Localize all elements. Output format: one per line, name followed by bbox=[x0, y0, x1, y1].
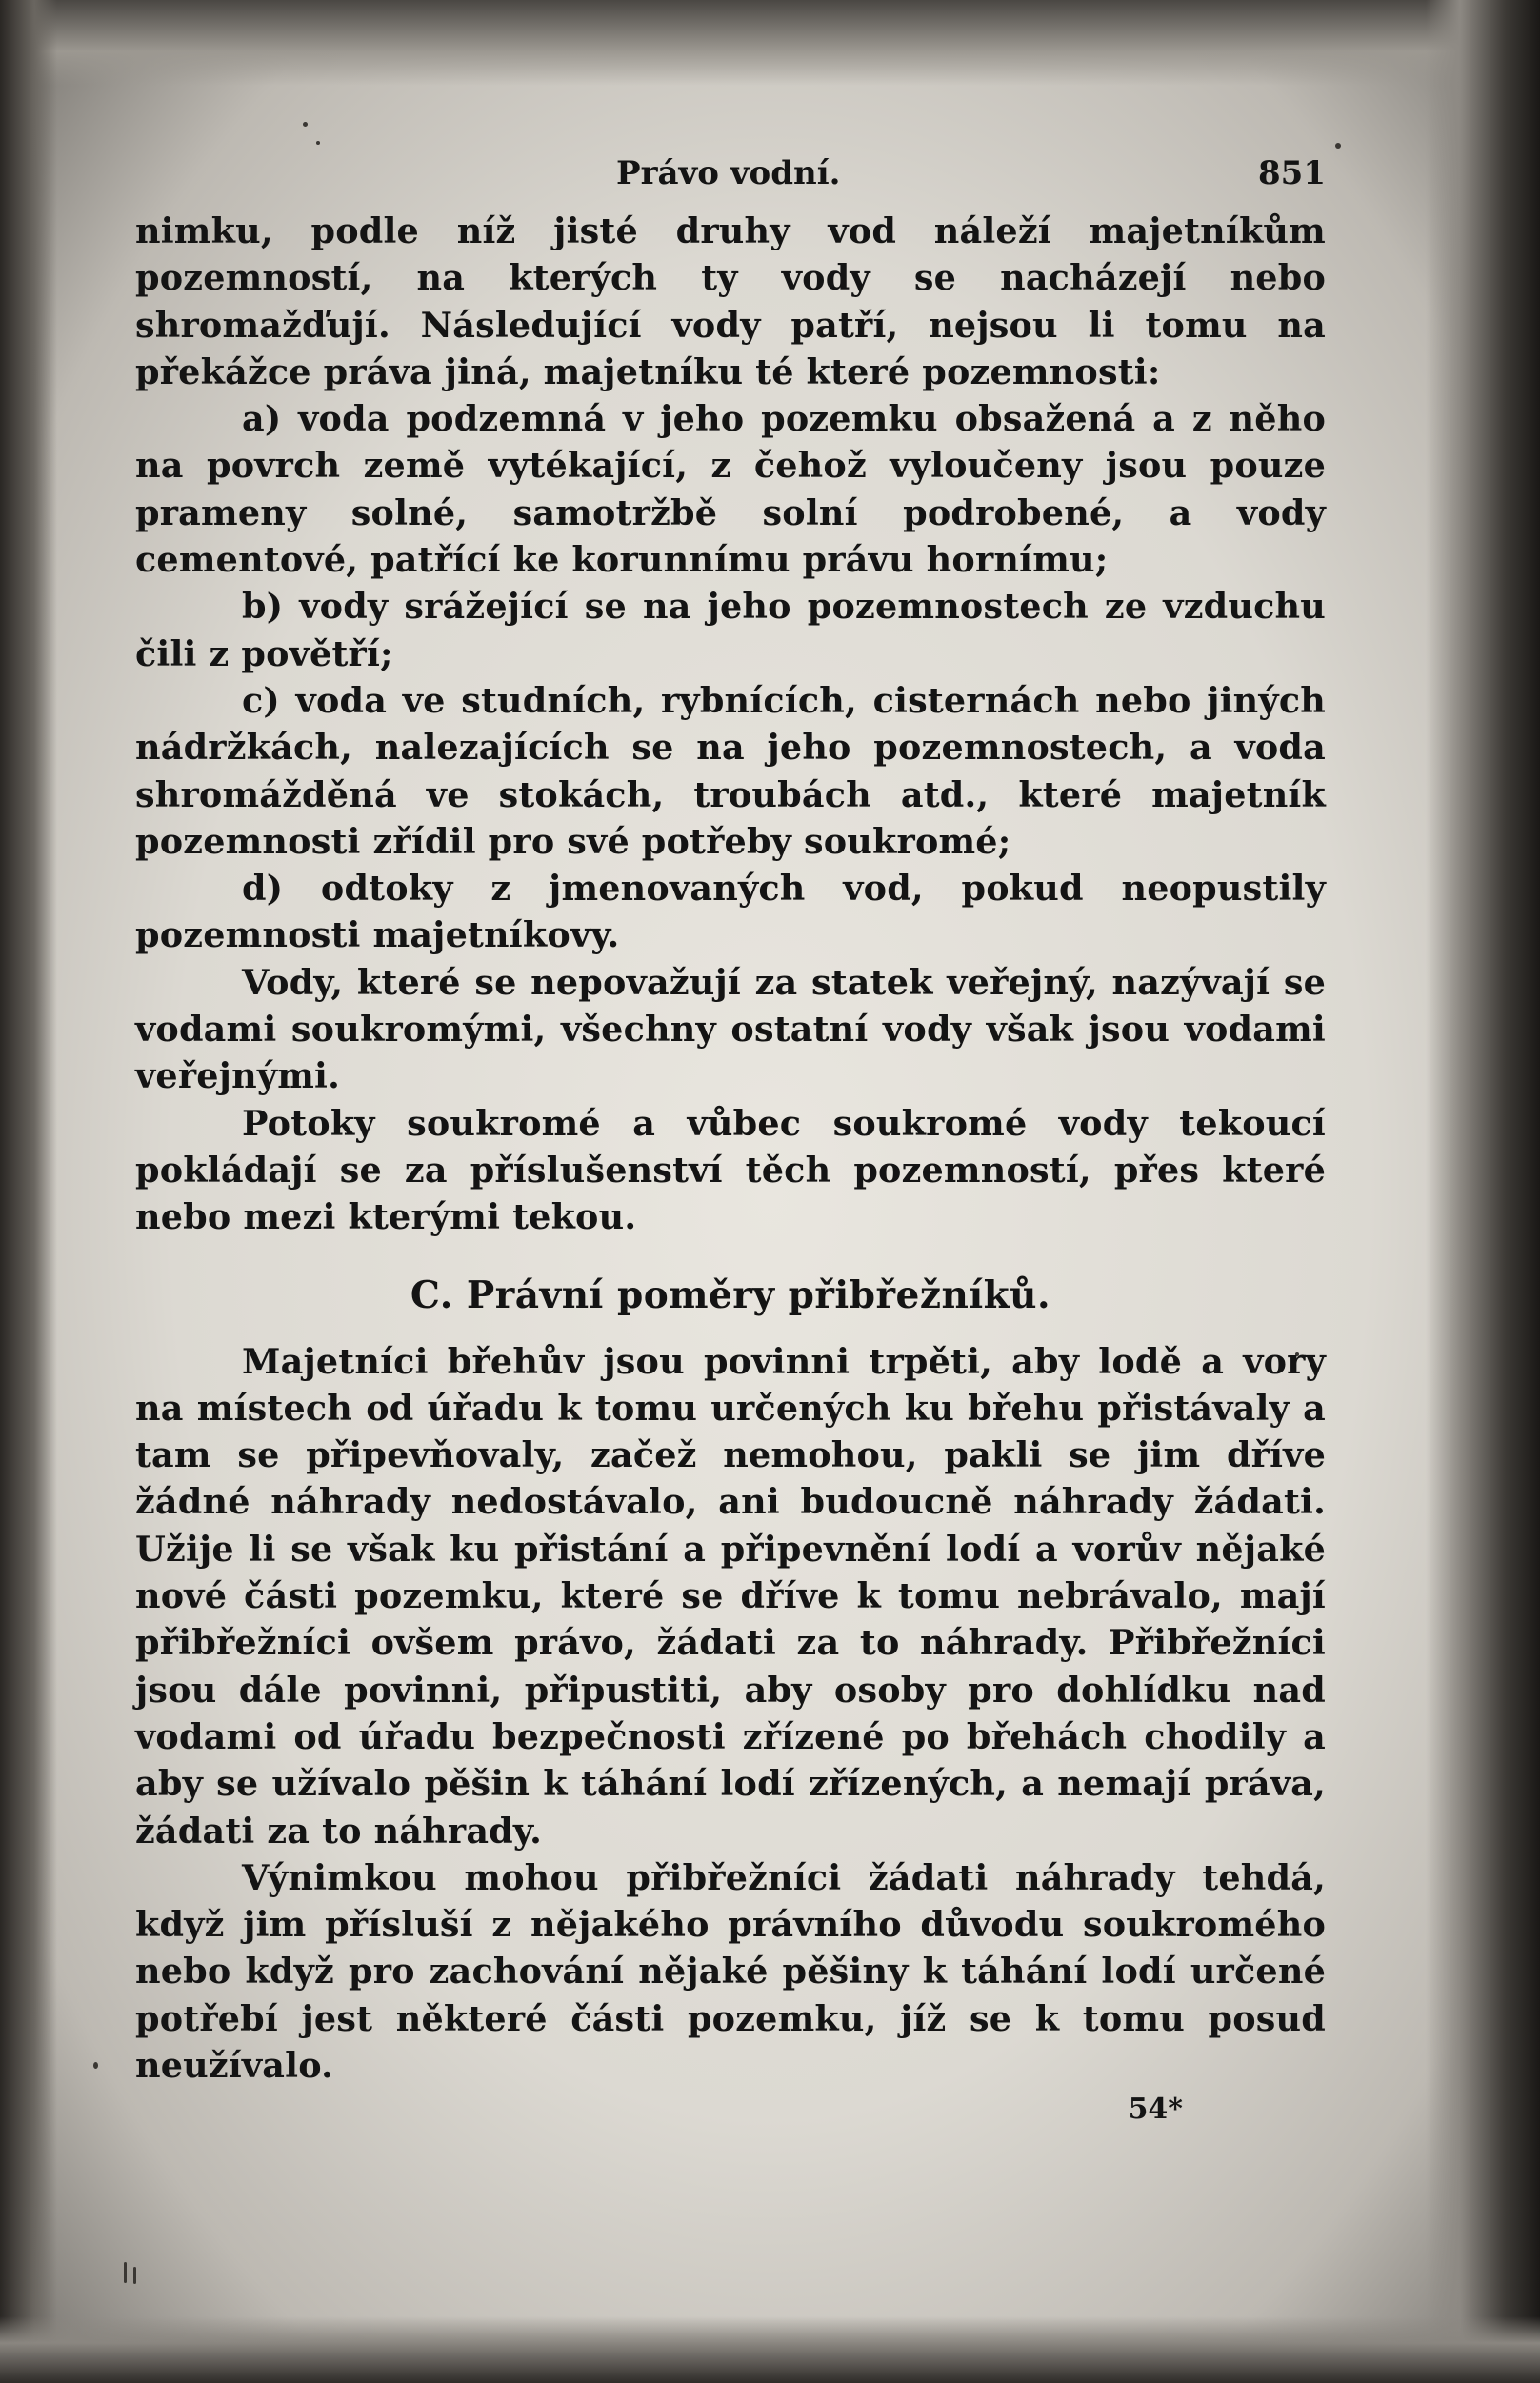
running-header bbox=[135, 154, 1326, 202]
list-item-b: b) vody srážející se na jeho pozemnostech ze vzduchu čili z povětří; bbox=[135, 586, 1326, 674]
paragraph-exception: Výnimkou mohou přibřežníci žádati náhrady tehdá, když jim přísluší z nějakého právního důvodu soukromého nebo když pro zachování nějaké pěšiny k táhání lodí určené potřebí jest některé části pozemku, jíž se k tomu posud neužívalo. bbox=[135, 1856, 1326, 2086]
signature-mark: 54* bbox=[1128, 2093, 1183, 2127]
list-item-a: a) voda podzemná v jeho pozemku obsažená a z něho na povrch země vytékající, z čehož vyloučeny jsou pouze prameny solné, samotržbě solní podrobené, a vody cementové, patřící ke korunnímu právu hornímu; bbox=[135, 398, 1326, 581]
scan-edge-left bbox=[0, 0, 57, 2383]
running-title: Právo vodní. bbox=[616, 154, 841, 192]
paragraph-private-waters: Vody, které se nepovažují za statek veřejný, nazývají se vodami soukromými, všechny ostatní vody však jsou vodami veřejnými. bbox=[135, 961, 1326, 1097]
book-page bbox=[135, 154, 1326, 2126]
paragraph-private-streams: Potoky soukromé a vůbec soukromé vody tekoucí pokládají se za příslušenství těch pozemností, přes které nebo mezi kterými tekou. bbox=[135, 1102, 1326, 1238]
scan-edge-top bbox=[0, 0, 1540, 86]
intro-text bbox=[135, 208, 1326, 1241]
list-item-d: d) odtoky z jmenovaných vod, pokud neopustily pozemnosti majetníkovy. bbox=[135, 868, 1326, 956]
paragraph-bank-owners: Majetníci břehův jsou povinni trpěti, aby lodě a vory na místech od úřadu k tomu určených ku břehu přistávaly a tam se připevňovaly, začež nemohou, pakli se jim dříve žádné náhrady nedostávalo, ani budoucně náhrady žádati. Užije li se však ku přistání a připevnění lodí a vorův nějaké nové části pozemku, které se dříve k tomu nebrávalo, mají přibřežníci ovšem právo, žádati za to náhrady. Přibřežníci jsou dále povinni, připustiti, aby osoby pro dohlídku nad vodami od úřadu bezpečnosti zřízené po břehách chodily a aby se užívalo pěšin k táhání lodí zřízených, a nemají práva, žádati za to náhrady. bbox=[135, 1340, 1326, 1852]
scan-edge-right bbox=[1426, 0, 1540, 2383]
page-number: 851 bbox=[1258, 154, 1326, 192]
section-text bbox=[135, 1338, 1326, 2090]
section-heading: C. Právní poměry přibřežníků. bbox=[410, 1272, 1051, 1317]
scan-edge-bottom bbox=[0, 2316, 1540, 2383]
list-item-c: c) voda ve studních, rybnících, cisternách nebo jiných nádržkách, nalezajících se na jeho pozemnostech, a voda shromážděná ve stokách, troubách atd., které majetník pozemnosti zřídil pro své potřeby soukromé; bbox=[135, 679, 1326, 862]
paragraph-continuation: nimku, podle níž jisté druhy vod náleží majetníkům pozemností, na kterých ty vody se nacházejí nebo shromažďují. Následující vody patří, nejsou li tomu na překážce práva jiná, majetníku té které pozemnosti: bbox=[135, 210, 1326, 392]
